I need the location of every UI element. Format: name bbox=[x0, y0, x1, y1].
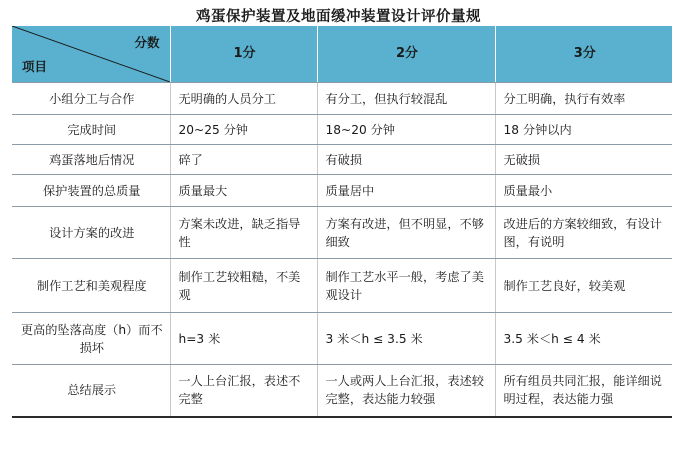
score-3-cell: 3.5 米＜h ≤ 4 米 bbox=[495, 313, 672, 365]
header-row bbox=[12, 26, 672, 83]
score-3-cell: 分工明确，执行有效率 bbox=[495, 83, 672, 115]
score-1-cell: 无明确的人员分工 bbox=[170, 83, 317, 115]
table-row bbox=[12, 207, 672, 259]
header-corner-cell bbox=[12, 26, 170, 83]
score-2-cell: 方案有改进，但不明显，不够细致 bbox=[317, 207, 495, 259]
table-row bbox=[12, 115, 672, 145]
score-3-cell: 无破损 bbox=[495, 145, 672, 175]
level-header-2: 2分 bbox=[317, 26, 495, 83]
score-1-cell: h=3 米 bbox=[170, 313, 317, 365]
row-item-label: 小组分工与合作 bbox=[12, 83, 170, 115]
row-item-label: 设计方案的改进 bbox=[12, 207, 170, 259]
score-1-cell: 制作工艺较粗糙，不美观 bbox=[170, 259, 317, 313]
score-1-cell: 质量最大 bbox=[170, 175, 317, 207]
table-row bbox=[12, 259, 672, 313]
score-2-cell: 3 米＜h ≤ 3.5 米 bbox=[317, 313, 495, 365]
score-1-cell: 碎了 bbox=[170, 145, 317, 175]
level-header-1: 1分 bbox=[170, 26, 317, 83]
score-2-cell: 有破损 bbox=[317, 145, 495, 175]
score-header-label: 分数 bbox=[134, 35, 160, 50]
score-3-cell: 质量最小 bbox=[495, 175, 672, 207]
score-2-cell: 有分工，但执行较混乱 bbox=[317, 83, 495, 115]
table-row bbox=[12, 145, 672, 175]
score-2-cell: 制作工艺水平一般，考虑了美观设计 bbox=[317, 259, 495, 313]
score-1-cell: 方案未改进，缺乏指导性 bbox=[170, 207, 317, 259]
table-row bbox=[12, 313, 672, 365]
score-3-cell: 18 分钟以内 bbox=[495, 115, 672, 145]
score-3-cell: 改进后的方案较细致，有设计图，有说明 bbox=[495, 207, 672, 259]
table-row bbox=[12, 83, 672, 115]
row-item-label: 总结展示 bbox=[12, 365, 170, 417]
score-2-cell: 一人或两人上台汇报，表述较完整，表达能力较强 bbox=[317, 365, 495, 417]
evaluation-rubric-table bbox=[12, 26, 672, 418]
item-header-label: 项目 bbox=[22, 59, 48, 74]
score-3-cell: 所有组员共同汇报，能详细说明过程，表达能力强 bbox=[495, 365, 672, 417]
row-item-label: 鸡蛋落地后情况 bbox=[12, 145, 170, 175]
score-2-cell: 18~20 分钟 bbox=[317, 115, 495, 145]
score-1-cell: 一人上台汇报，表述不完整 bbox=[170, 365, 317, 417]
table-row bbox=[12, 175, 672, 207]
level-header-3: 3分 bbox=[495, 26, 672, 83]
row-item-label: 保护装置的总质量 bbox=[12, 175, 170, 207]
row-item-label: 更高的坠落高度（h）而不损坏 bbox=[12, 313, 170, 365]
score-1-cell: 20~25 分钟 bbox=[170, 115, 317, 145]
table-row bbox=[12, 365, 672, 417]
row-item-label: 完成时间 bbox=[12, 115, 170, 145]
row-item-label: 制作工艺和美观程度 bbox=[12, 259, 170, 313]
score-3-cell: 制作工艺良好，较美观 bbox=[495, 259, 672, 313]
score-2-cell: 质量居中 bbox=[317, 175, 495, 207]
table-title: 鸡蛋保护装置及地面缓冲装置设计评价量规 bbox=[196, 9, 481, 25]
